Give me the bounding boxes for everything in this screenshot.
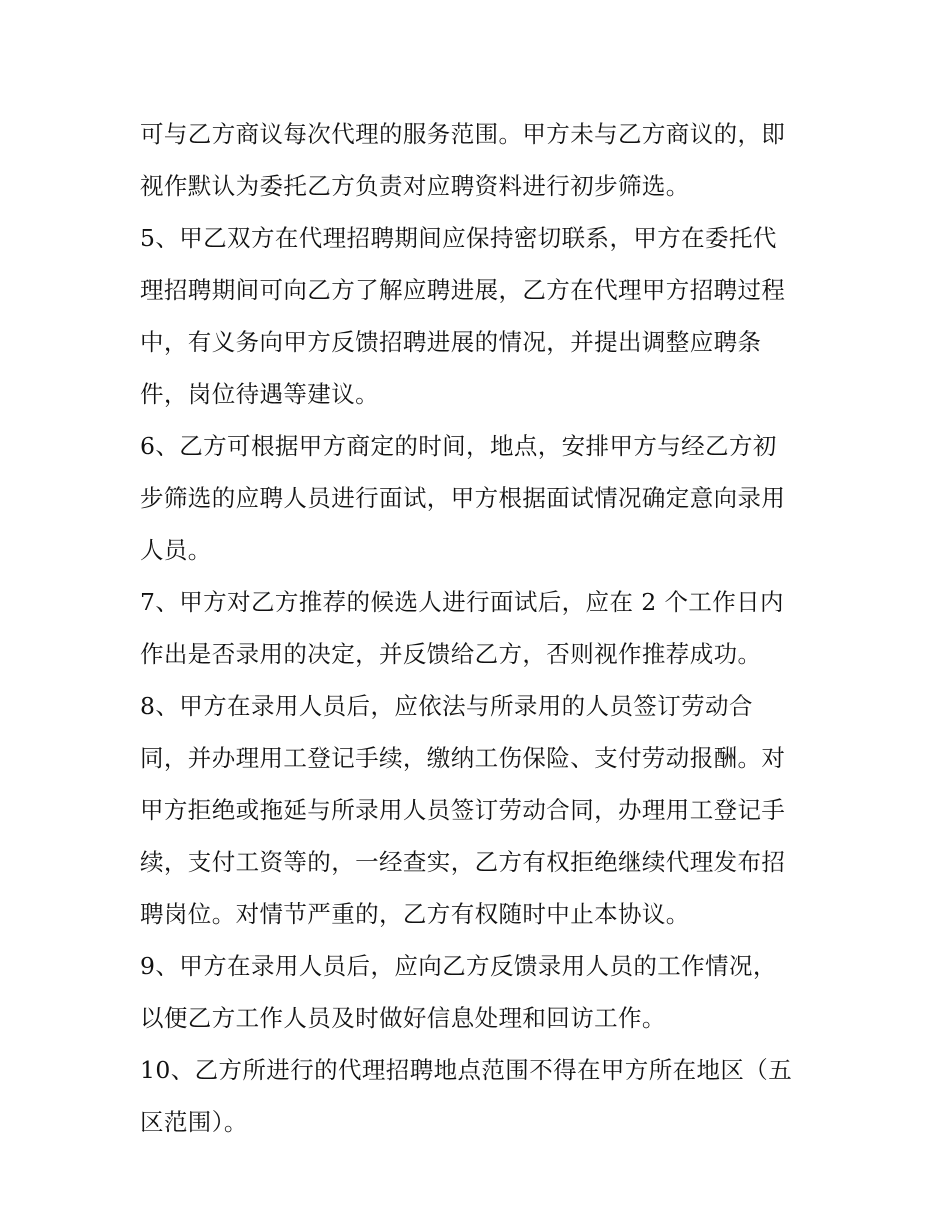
- text-line: 续，支付工资等的，一经查实，乙方有权拒绝继续代理发布招: [140, 848, 786, 876]
- text-line: 甲方拒绝或拖延与所录用人员签订劳动合同，办理用工登记手: [140, 796, 786, 824]
- document-body: [140, 108, 820, 1148]
- text-line: 以便乙方工作人员及时做好信息处理和回访工作。: [140, 1004, 666, 1032]
- text-line: 步筛选的应聘人员进行面试，甲方根据面试情况确定意向录用: [140, 484, 786, 512]
- text-line: 10、乙方所进行的代理招聘地点范围不得在甲方所在地区（五: [140, 1056, 793, 1084]
- text-line: 区范围）。: [140, 1108, 248, 1136]
- text-line: 可与乙方商议每次代理的服务范围。甲方未与乙方商议的，即: [140, 120, 786, 148]
- text-line: 9、甲方在录用人员后，应向乙方反馈录用人员的工作情况，: [140, 952, 777, 980]
- text-line: 作出是否录用的决定，并反馈给乙方，否则视作推荐成功。: [140, 640, 762, 668]
- text-line: 6、乙方可根据甲方商定的时间，地点，安排甲方与经乙方初: [140, 432, 777, 460]
- text-line: 理招聘期间可向乙方了解应聘进展，乙方在代理甲方招聘过程: [140, 276, 786, 304]
- text-line: 人员。: [140, 536, 212, 564]
- text-line: 5、甲乙双方在代理招聘期间应保持密切联系，甲方在委托代: [140, 224, 777, 252]
- text-line: 聘岗位。对情节严重的，乙方有权随时中止本协议。: [140, 900, 690, 928]
- text-line: 7、甲方对乙方推荐的候选人进行面试后，应在 2 个工作日内: [140, 588, 784, 616]
- text-line: 同，并办理用工登记手续，缴纳工伤保险、支付劳动报酬。对: [140, 744, 786, 772]
- text-line: 视作默认为委托乙方负责对应聘资料进行初步筛选。: [140, 172, 690, 200]
- text-line: 中，有义务向甲方反馈招聘进展的情况，并提出调整应聘条: [140, 328, 762, 356]
- text-line: 8、甲方在录用人员后，应依法与所录用的人员签订劳动合: [140, 692, 753, 720]
- text-line: 件，岗位待遇等建议。: [140, 380, 379, 408]
